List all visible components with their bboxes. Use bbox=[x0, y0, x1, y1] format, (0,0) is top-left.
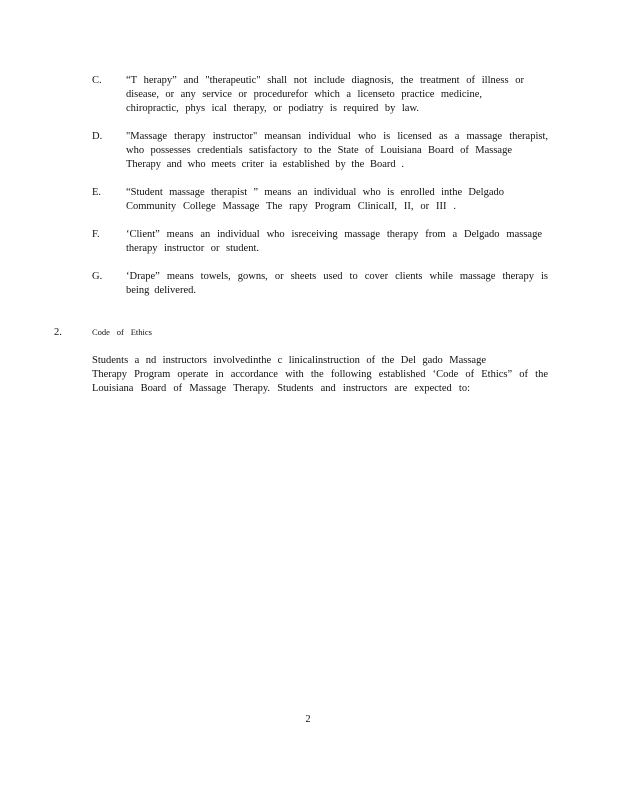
definition-label-f: F. bbox=[92, 229, 100, 240]
definition-g-line-1: ‘Drape” means towels, gowns, or sheets used to cover clients while massage therapy is bbox=[126, 271, 548, 282]
definition-label-d: D. bbox=[92, 131, 103, 142]
section-paragraph-line-1: Students a nd instructors involvedinthe c linicalinstruction of the Del gado Massage bbox=[92, 355, 486, 366]
definition-d-line-2: who possesses credentials satisfactory to the State of Louisiana Board of Massage bbox=[126, 145, 512, 156]
definition-e-line-2: Community College Massage The rapy Program ClinicalI, II, or III . bbox=[126, 201, 456, 212]
section-paragraph-line-3: Louisiana Board of Massage Therapy. Students and instructors are expected to: bbox=[92, 383, 470, 394]
definition-f-line-2: therapy instructor or student. bbox=[126, 243, 259, 254]
page-number: 2 bbox=[305, 714, 311, 725]
definition-c-line-2: disease, or any service or procedurefor which a licenseto practice medicine, bbox=[126, 89, 482, 100]
section-heading: Code of Ethics bbox=[92, 327, 152, 337]
section-paragraph-line-2: Therapy Program operate in accordance with the following established ‘Code of Ethics” of the bbox=[92, 369, 548, 380]
definition-d-line-3: Therapy and who meets criter ia established by the Board . bbox=[126, 159, 404, 170]
definition-g-line-2: being delivered. bbox=[126, 285, 196, 296]
definition-label-e: E. bbox=[92, 187, 102, 198]
section-number: 2. bbox=[54, 327, 62, 338]
definition-label-g: G. bbox=[92, 271, 103, 282]
definition-e-line-1: “Student massage therapist ” means an individual who is enrolled inthe Delgado bbox=[126, 187, 504, 198]
definition-c-line-3: chiropractic, phys ical therapy, or podiatry is required by law. bbox=[126, 103, 419, 114]
definition-d-line-1: "Massage therapy instructor" meansan individual who is licensed as a massage therapist, bbox=[126, 131, 548, 142]
definition-label-c: C. bbox=[92, 75, 102, 86]
definition-f-line-1: ‘Client” means an individual who isreceiving massage therapy from a Delgado massage bbox=[126, 229, 542, 240]
definition-c-line-1: “T herapy” and "therapeutic" shall not include diagnosis, the treatment of illness or bbox=[126, 75, 524, 86]
